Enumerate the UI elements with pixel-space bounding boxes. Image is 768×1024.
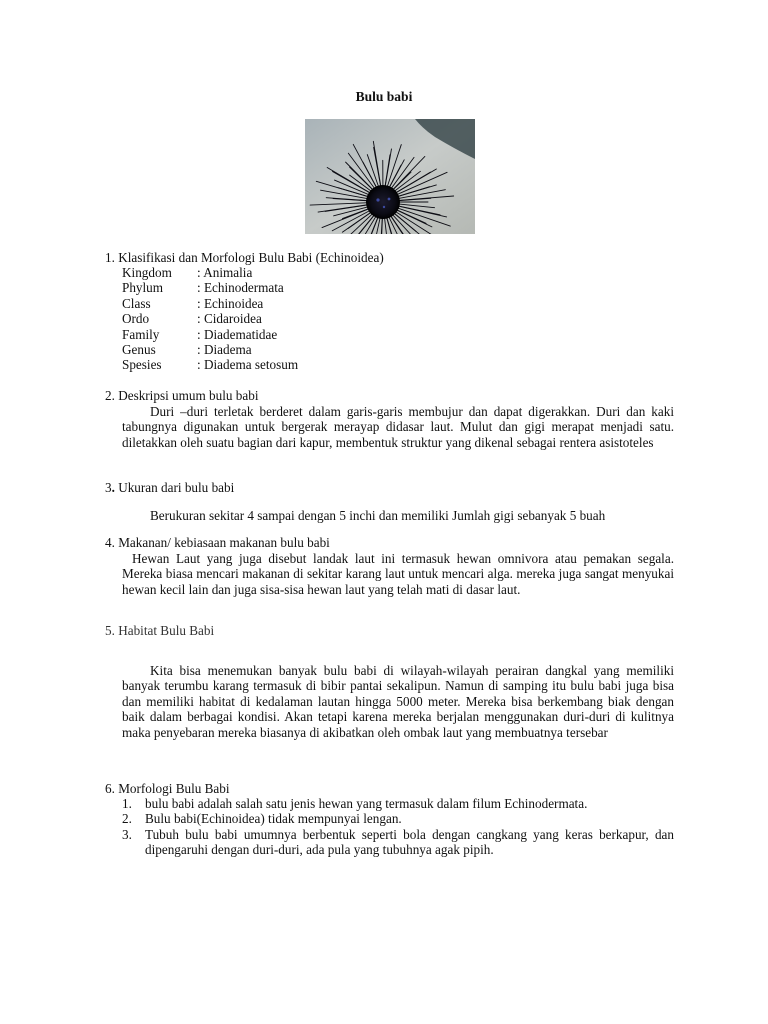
sea-urchin-image	[305, 119, 475, 234]
morphology-item-text: bulu babi adalah salah satu jenis hewan yang termasuk dalam filum Echinodermata.	[145, 796, 588, 811]
classification-key: Genus	[122, 341, 156, 357]
sea-urchin-photo	[305, 119, 475, 234]
section3-heading-text: Ukuran dari bulu babi	[114, 480, 235, 495]
section5-text: Kita bisa menemukan banyak bulu babi di wilayah-wilayah perairan dangkal yang memiliki banyak terumbu karang termasuk di bibir pantai sekalipun. Namun di samping itu bulu babi juga bisa dan memiliki habitat di kedalaman lautan hingga 5000 meter. Mereka bisa berkembang biak dengan baik dalam berbagai kondisi. Akan tetapi karena mereka berjalan menggunakan duri-duri di kulitnya maka penyebaran mereka biasanya di akibatkan oleh ombak laut yang membuatnya tersebar	[122, 663, 674, 740]
morphology-item-text: Tubuh bulu babi umumnya berbentuk seperti bola dengan cangkang yang keras berkapur, dan dipengaruhi dengan duri-duri, ada pula yang tubuhnya agak pipih.	[145, 826, 674, 858]
section6-heading: 6. Morfologi Bulu Babi	[105, 781, 230, 796]
morphology-item	[122, 796, 674, 811]
classification-row	[122, 357, 298, 372]
section5-paragraph	[122, 663, 674, 740]
classification-value: : Echinodermata	[197, 280, 284, 295]
classification-key: Family	[122, 326, 160, 342]
classification-key: Ordo	[122, 311, 150, 327]
classification-key: Class	[122, 295, 151, 311]
classification-value: : Animalia	[197, 265, 252, 280]
morphology-item-number: 3.	[122, 826, 132, 842]
classification-key: Phylum	[122, 280, 164, 296]
classification-value: : Echinoidea	[197, 296, 263, 311]
section3-heading	[105, 480, 234, 495]
section4-paragraph	[122, 551, 674, 597]
morphology-item-text: Bulu babi(Echinoidea) tidak mempunyai lengan.	[145, 811, 402, 827]
section2-heading: 2. Deskripsi umum bulu babi	[105, 388, 259, 403]
morphology-item	[122, 827, 674, 858]
section3-text: Berukuran sekitar 4 sampai dengan 5 inchi dan memiliki Jumlah gigi sebanyak 5 buah	[150, 508, 606, 523]
classification-table	[122, 265, 298, 373]
morphology-item	[122, 811, 674, 826]
section1-heading: 1. Klasifikasi dan Morfologi Bulu Babi (Echinoidea)	[105, 250, 384, 265]
morphology-list	[122, 796, 674, 858]
morphology-item-number: 1.	[122, 796, 132, 811]
classification-row	[122, 327, 298, 342]
page-title: Bulu babi	[355, 89, 413, 104]
classification-value: : Diadema	[197, 342, 252, 357]
classification-row	[122, 265, 298, 280]
classification-value: : Cidaroidea	[197, 311, 262, 326]
classification-row	[122, 296, 298, 311]
classification-row	[122, 311, 298, 326]
section2-text: Duri –duri terletak berderet dalam garis-garis membujur dan dapat digerakkan. Duri dan kaki tabungnya digunakan untuk bergerak merayap didasar laut. Mulut dan gigi merapat menjadi satu. diletakkan oleh suatu bagian dari kapur, membentuk struktur yang dikenal sebagai rentera asistoteles	[122, 404, 674, 450]
section5-heading: 5. Habitat Bulu Babi	[105, 623, 215, 638]
classification-row	[122, 280, 298, 295]
morphology-item-number: 2.	[122, 811, 132, 827]
section3-heading-dot: .	[111, 480, 115, 495]
section2-paragraph	[122, 404, 674, 450]
classification-value: : Diadematidae	[197, 327, 277, 342]
section4-text: Hewan Laut yang juga disebut landak laut ini termasuk hewan omnivora atau pemakan segala. Mereka biasa mencari makanan di sekitar karang laut untuk mencari alga. mereka juga sangat menyukai hewan kecil lain dan juga sisa-sisa hewan laut yang telah mati di dasar laut.	[122, 551, 674, 597]
classification-key: Spesies	[122, 357, 162, 373]
classification-key: Kingdom	[122, 265, 172, 280]
section3-paragraph	[122, 508, 674, 523]
section4-heading: 4. Makanan/ kebiasaan makanan bulu babi	[105, 535, 330, 550]
classification-value: : Diadema setosum	[197, 357, 298, 372]
classification-row	[122, 342, 298, 357]
section3-number: 3	[105, 480, 112, 495]
